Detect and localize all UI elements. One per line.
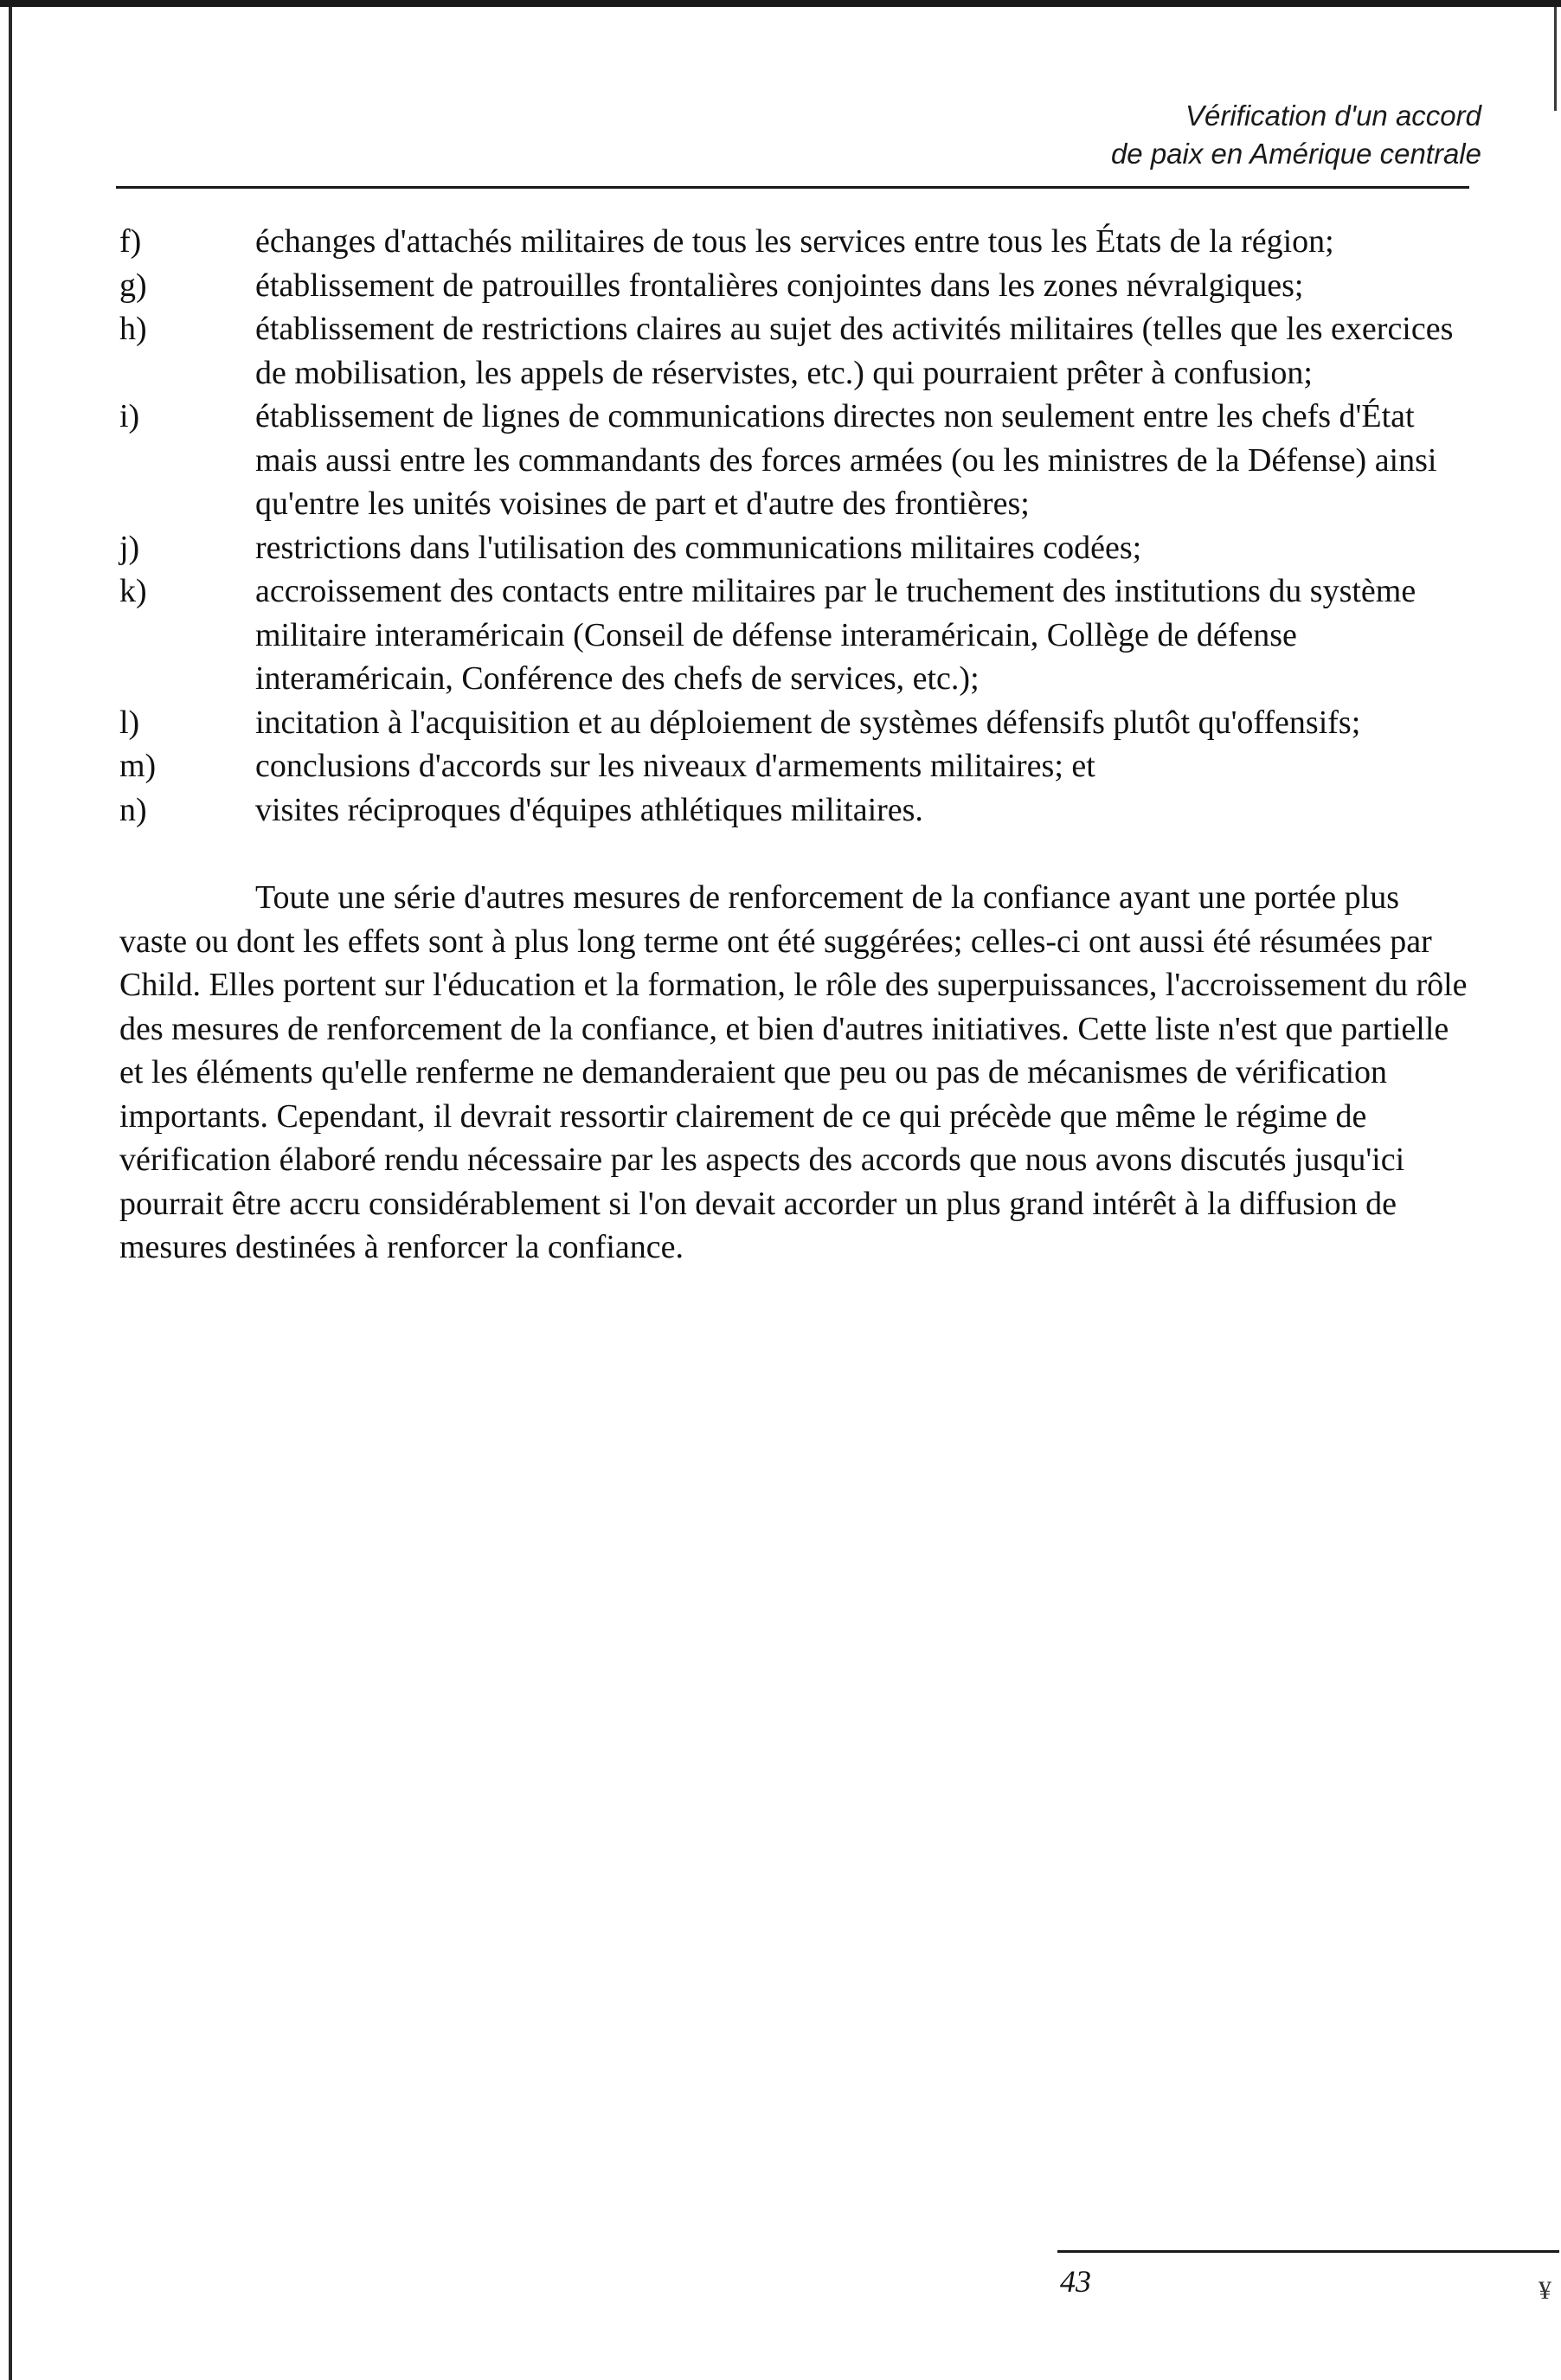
list-item-letter: f): [119, 223, 142, 260]
running-header: [1111, 97, 1481, 173]
list-item-i: [119, 395, 1469, 526]
margin-mark: ¥: [1539, 2276, 1551, 2305]
list-item-letter: l): [119, 704, 140, 741]
list-item-text: visites réciproques d'équipes athlétiques militaires.: [255, 791, 923, 828]
list-item-letter: k): [119, 573, 147, 609]
list-item-letter: g): [119, 267, 147, 304]
list-item-letter: j): [119, 529, 140, 566]
list-item-text: restrictions dans l'utilisation des communications militaires codées;: [255, 529, 1142, 566]
page-content: [119, 220, 1469, 1303]
list-item-m: [119, 744, 1469, 788]
body-paragraph: Toute une série d'autres mesures de renforcement de la confiance ayant une portée plus vaste ou dont les effets sont à plus long terme ont été suggérées; celles-ci ont aussi été résumées par Child. Elles portent sur l'éducation et la formation, le rôle des superpuissances, l'accroissement du rôle des mesures de renforcement de la confiance, et bien d'autres initiatives. Cette liste n'est que partielle et les éléments qu'elle renferme ne demanderaient que peu ou pas de mécanismes de vérification importants. Cependant, il devrait ressortir clairement de ce qui précède que même le régime de vérification élaboré rendu nécessaire par les aspects des accords que nous avons discutés jusqu'ici pourrait être accru considérablement si l'on devait accorder un plus grand intérêt à la diffusion de mesures destinées à renforcer la confiance.: [119, 879, 1468, 1265]
list-item-k: [119, 569, 1469, 701]
list-item-l: [119, 701, 1469, 745]
list-item-n: [119, 788, 1469, 833]
list-item-h: [119, 307, 1469, 395]
header-rule: [116, 186, 1469, 189]
running-header-line-2: de paix en Amérique centrale: [1110, 138, 1481, 170]
list-item-letter: m): [119, 748, 157, 784]
page-number: 43: [1060, 2264, 1091, 2299]
list-item-text: établissement de lignes de communications directes non seulement entre les chefs d'État mais aussi entre les commandants des forces armées (ou les ministres de la Défense) ainsi qu'entre les unités voisines de part et d'autre des frontières;: [255, 398, 1437, 522]
list-item-letter: h): [119, 311, 147, 347]
list-item-text: conclusions d'accords sur les niveaux d'armements militaires; et: [255, 748, 1095, 784]
list-item-letter: i): [119, 398, 140, 434]
list-item-text: incitation à l'acquisition et au déploiement de systèmes défensifs plutôt qu'offensifs;: [255, 704, 1361, 741]
running-header-line-1: Vérification d'un accord: [1185, 100, 1481, 132]
list-item-text: établissement de patrouilles frontalières conjointes dans les zones névralgiques;: [255, 267, 1304, 304]
measures-list: [119, 220, 1469, 832]
footer-rule: [1057, 2250, 1559, 2253]
scan-border-left: [9, 7, 12, 2380]
list-item-text: accroissement des contacts entre militaires par le truchement des institutions du système militaire interaméricain (Conseil de défense interaméricain, Collège de défense interaméricain, Conférence des chefs de services, etc.);: [255, 573, 1416, 697]
list-item-letter: n): [119, 791, 147, 828]
list-item-j: [119, 526, 1469, 570]
scan-border-right: [1554, 7, 1557, 111]
scan-border-top: [0, 0, 1561, 7]
list-item-text: échanges d'attachés militaires de tous les services entre tous les États de la région;: [255, 223, 1334, 260]
list-item-text: établissement de restrictions claires au sujet des activités militaires (telles que les exercices de mobilisation, les appels de réservistes, etc.) qui pourraient prêter à confusion;: [255, 311, 1454, 391]
list-item-f: [119, 220, 1469, 264]
list-item-g: [119, 264, 1469, 308]
